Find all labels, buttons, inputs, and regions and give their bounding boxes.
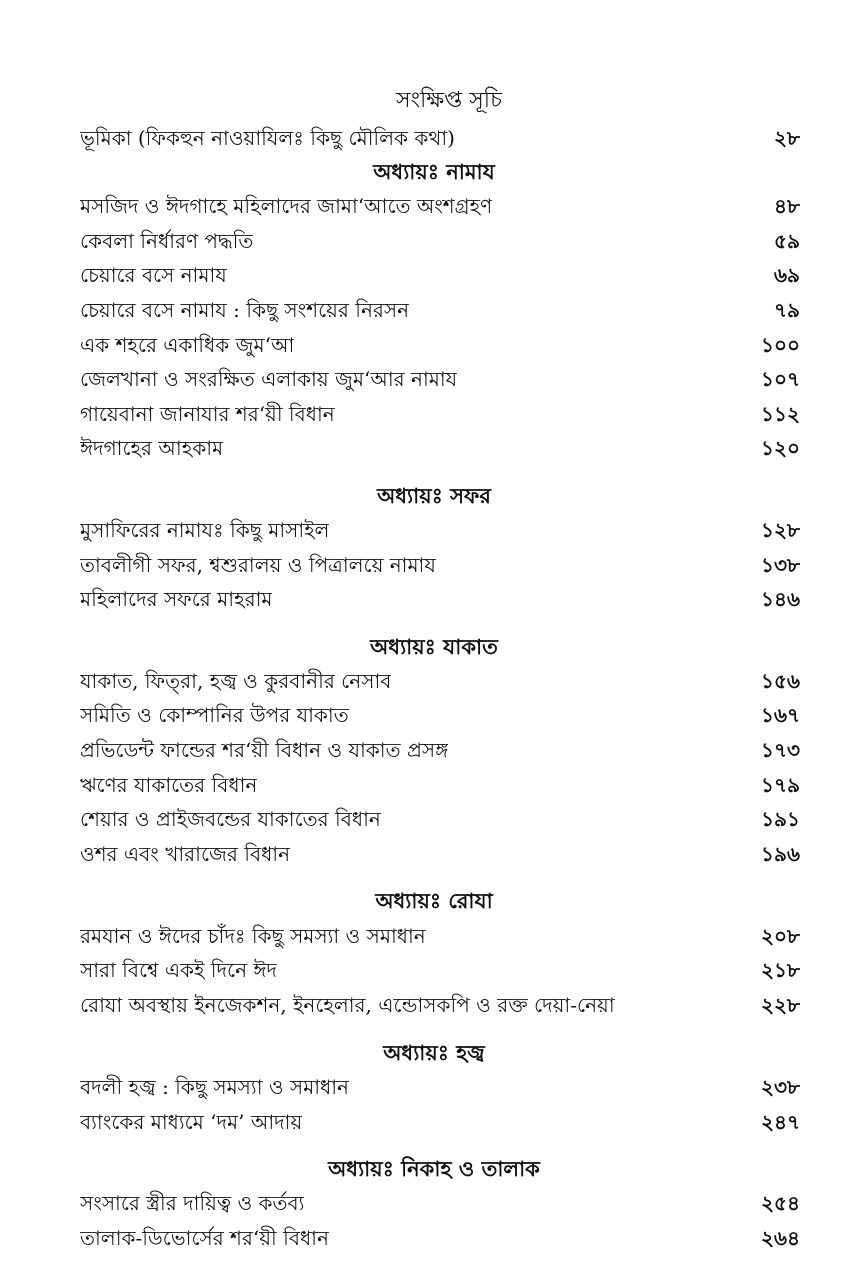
entry-page-number: ৪৮: [774, 194, 800, 218]
entry-page-number: ১০০: [761, 333, 800, 357]
toc-entry: [80, 802, 800, 836]
toc-entry: [80, 431, 800, 465]
entry-title: ব্যাংকের মাধ্যমে ‘দম’ আদায়: [80, 1110, 303, 1134]
entry-page-number: ১৯৬: [761, 842, 800, 866]
toc-entry: [80, 224, 800, 258]
section-heading-nikah-talaq: অধ্যায়ঃ নিকাহ ও তালাক: [328, 1156, 540, 1181]
entry-title: সারা বিশ্বে একই দিনে ঈদ: [80, 958, 277, 982]
entry-page-number: ১১২: [761, 402, 800, 426]
toc-title: সংক্ষিপ্ত সূচি: [396, 88, 502, 113]
entry-page-number: ২৬৪: [761, 1226, 800, 1250]
toc-entry: [80, 768, 800, 802]
entry-title: মসজিদ ও ঈদগাহে মহিলাদের জামা‘আতে অংশগ্রহণ: [80, 194, 493, 218]
toc-entry: [80, 258, 800, 292]
entry-title: তালাক-ডিভোর্সের শর‘য়ী বিধান: [80, 1226, 329, 1250]
entry-page-number: ১৩৮: [761, 553, 800, 577]
entry-title: সংসারে স্ত্রীর দায়িত্ব ও কর্তব্য: [80, 1191, 305, 1215]
entry-title: মহিলাদের সফরে মাহরাম: [80, 587, 273, 611]
entry-title: গায়েবানা জানাযার শর‘য়ী বিধান: [80, 402, 335, 426]
entry-title: জেলখানা ও সংরক্ষিত এলাকায় জুম‘আর নামায: [80, 367, 458, 391]
entry-title: ভূমিকা (ফিকহুন নাওয়াযিলঃ কিছু মৌলিক কথা): [80, 126, 455, 150]
toc-entry: [80, 1186, 800, 1220]
entry-title: বদলী হজ্ব : কিছু সমস্যা ও সমাধান: [80, 1075, 349, 1099]
toc-entry: [80, 1105, 800, 1139]
entry-page-number: ৫৯: [774, 229, 800, 253]
entry-page-number: ২৩৮: [761, 1075, 800, 1099]
entry-title: মুসাফিরের নামাযঃ কিছু মাসাইল: [80, 518, 330, 542]
entry-title: এক শহরে একাধিক জুম‘আ: [80, 333, 295, 357]
toc-entry: [80, 698, 800, 732]
toc-entry: [80, 328, 800, 362]
entry-title: তাবলীগী সফর, শ্বশুরালয় ও পিত্রালয়ে নামায: [80, 553, 436, 577]
entry-page-number: ১০৭: [761, 367, 800, 391]
entry-title: প্রভিডেন্ট ফান্ডের শর‘য়ী বিধান ও যাকাত প্রসঙ্গ: [80, 738, 449, 762]
entry-page-number: ১৬৭: [761, 703, 800, 727]
section-heading-zakat: অধ্যায়ঃ যাকাত: [370, 634, 498, 659]
section-heading-safar: অধ্যায়ঃ সফর: [377, 483, 491, 508]
toc-entry: [80, 548, 800, 582]
section-heading-roza: অধ্যায়ঃ রোযা: [375, 888, 493, 913]
entry-title: রমযান ও ঈদের চাঁদঃ কিছু সমস্যা ও সমাধান: [80, 924, 426, 948]
entry-page-number: ৭৯: [774, 298, 800, 322]
toc-entry: [80, 953, 800, 987]
entry-page-number: ১৭৯: [761, 773, 800, 797]
entry-page-number: ২৮: [774, 126, 800, 150]
toc-entry: [80, 919, 800, 953]
toc-entry: [80, 582, 800, 616]
entry-title: শেয়ার ও প্রাইজবন্ডের যাকাতের বিধান: [80, 807, 381, 831]
entry-title: ওশর এবং খারাজের বিধান: [80, 842, 291, 866]
toc-entry: [80, 733, 800, 767]
entry-page-number: ২০৮: [761, 924, 800, 948]
entry-page-number: ১৫৬: [761, 669, 800, 693]
toc-entry: [80, 293, 800, 327]
entry-title: রোযা অবস্থায় ইনজেকশন, ইনহেলার, এন্ডোসকপি ও রক্ত দেয়া-নেয়া: [80, 993, 615, 1017]
toc-entry: [80, 1070, 800, 1104]
entry-page-number: ৬৯: [774, 263, 800, 287]
entry-page-number: ১৯১: [761, 807, 800, 831]
toc-entry: [80, 362, 800, 396]
section-heading-namaz: অধ্যায়ঃ নামায: [373, 159, 495, 184]
entry-title: যাকাত, ফিত্‌রা, হজ্ব ও কুরবানীর নেসাব: [80, 669, 392, 693]
entry-page-number: ১৭৩: [761, 738, 800, 762]
entry-title: চেয়ারে বসে নামায: [80, 263, 227, 287]
entry-title: ঋণের যাকাতের বিধান: [80, 773, 258, 797]
entry-page-number: ১৪৬: [761, 587, 800, 611]
toc-entry: [80, 664, 800, 698]
toc-entry: [80, 837, 800, 871]
entry-page-number: ১২৮: [761, 518, 800, 542]
entry-page-number: ২৪৭: [761, 1110, 800, 1134]
entry-title: চেয়ারে বসে নামায : কিছু সংশয়ের নিরসন: [80, 298, 410, 322]
entry-title: ঈদগাহের আহকাম: [80, 436, 224, 460]
entry-title: সমিতি ও কোম্পানির উপর যাকাত: [80, 703, 349, 727]
toc-entry: [80, 189, 800, 223]
entry-page-number: ১২০: [761, 436, 800, 460]
toc-entry: [80, 1221, 800, 1255]
entry-page-number: ২১৮: [761, 958, 800, 982]
entry-title: কেবলা নির্ধারণ পদ্ধতি: [80, 229, 254, 253]
entry-page-number: ২২৮: [761, 993, 800, 1017]
toc-entry-intro: [80, 121, 800, 155]
section-heading-hajj: অধ্যায়ঃ হজ্ব: [383, 1040, 485, 1065]
entry-page-number: ২৫৪: [761, 1191, 800, 1215]
toc-entry: [80, 397, 800, 431]
toc-entry: [80, 513, 800, 547]
toc-entry: [80, 988, 800, 1022]
